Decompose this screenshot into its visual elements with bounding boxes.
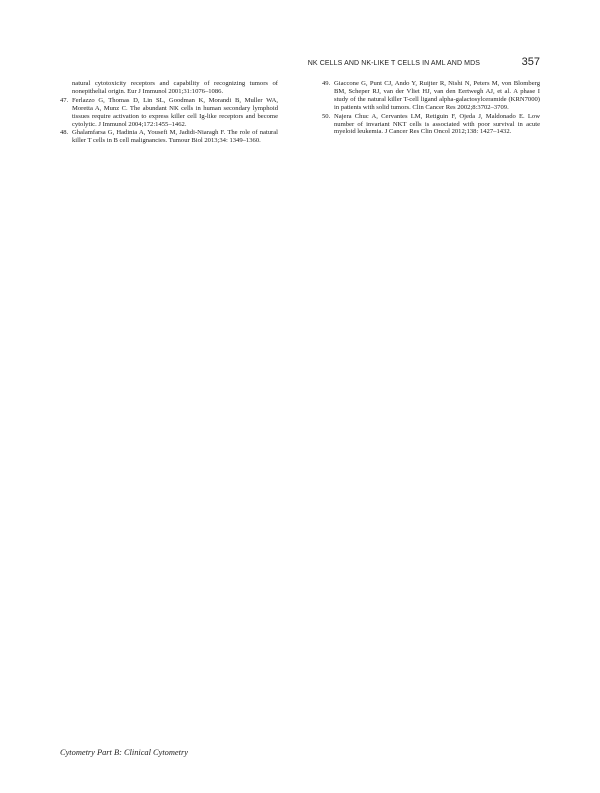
reference-number: 48. [60,129,69,137]
journal-footer: Cytometry Part B: Clinical Cytometry [60,748,188,757]
reference-49 [322,80,540,112]
reference-text: Najera Chuc A, Cervantes LM, Retiguin F, Ojeda J, Maldonado E. Low number of invariant NKT cells is associated with poor survival in acute myeloid leukemia. J Cancer Res Clin Oncol 2012;138: 1427–1432. [334,112,540,136]
left-column [60,80,278,146]
reference-48 [60,129,278,145]
reference-text: Giaccone G, Punt CJ, Ando Y, Ruijter R, Nishi N, Peters M, von Blomberg BM, Scheper RJ, van der Vliet HJ, van den Eertwegh AJ, et al. A phase I study of the natural killer T-cell ligand alpha-galactosylceramide (KRN7000) in patients with solid tumors. Clin Cancer Res 2002;8:3702–3709. [334,80,540,111]
running-title: NK CELLS AND NK-LIKE T CELLS IN AML AND MDS [307,60,480,67]
reference-text: Ghalamfarsa G, Hadinia A, Yousefi M, Jadidi-Niaragh F. The role of natural killer T cells in B cell malignancies. Tumour Biol 2013;34: 1349–1360. [72,129,278,145]
page-header [60,57,540,71]
reference-continuation: natural cytotoxicity receptors and capability of recognizing tumors of nonepithelial origin. Eur J Immunol 2001;31:1076–1086. [72,80,278,95]
reference-number: 50. [322,112,331,120]
reference-47 [60,97,278,129]
reference-50 [322,113,540,137]
reference-text: Ferlazzo G, Thomas D, Lin SL, Goodman K, Morandi B, Muller WA, Moretta A, Munz C. The abundant NK cells in human secondary lymphoid tissues require activation to express killer cell Ig-like receptors and become cytolytic. J Immunol 2004;172:1455–1462. [72,96,278,128]
page-number: 357 [521,56,540,68]
reference-number: 47. [60,96,69,104]
reference-number: 49. [322,80,331,87]
right-column [322,80,540,137]
